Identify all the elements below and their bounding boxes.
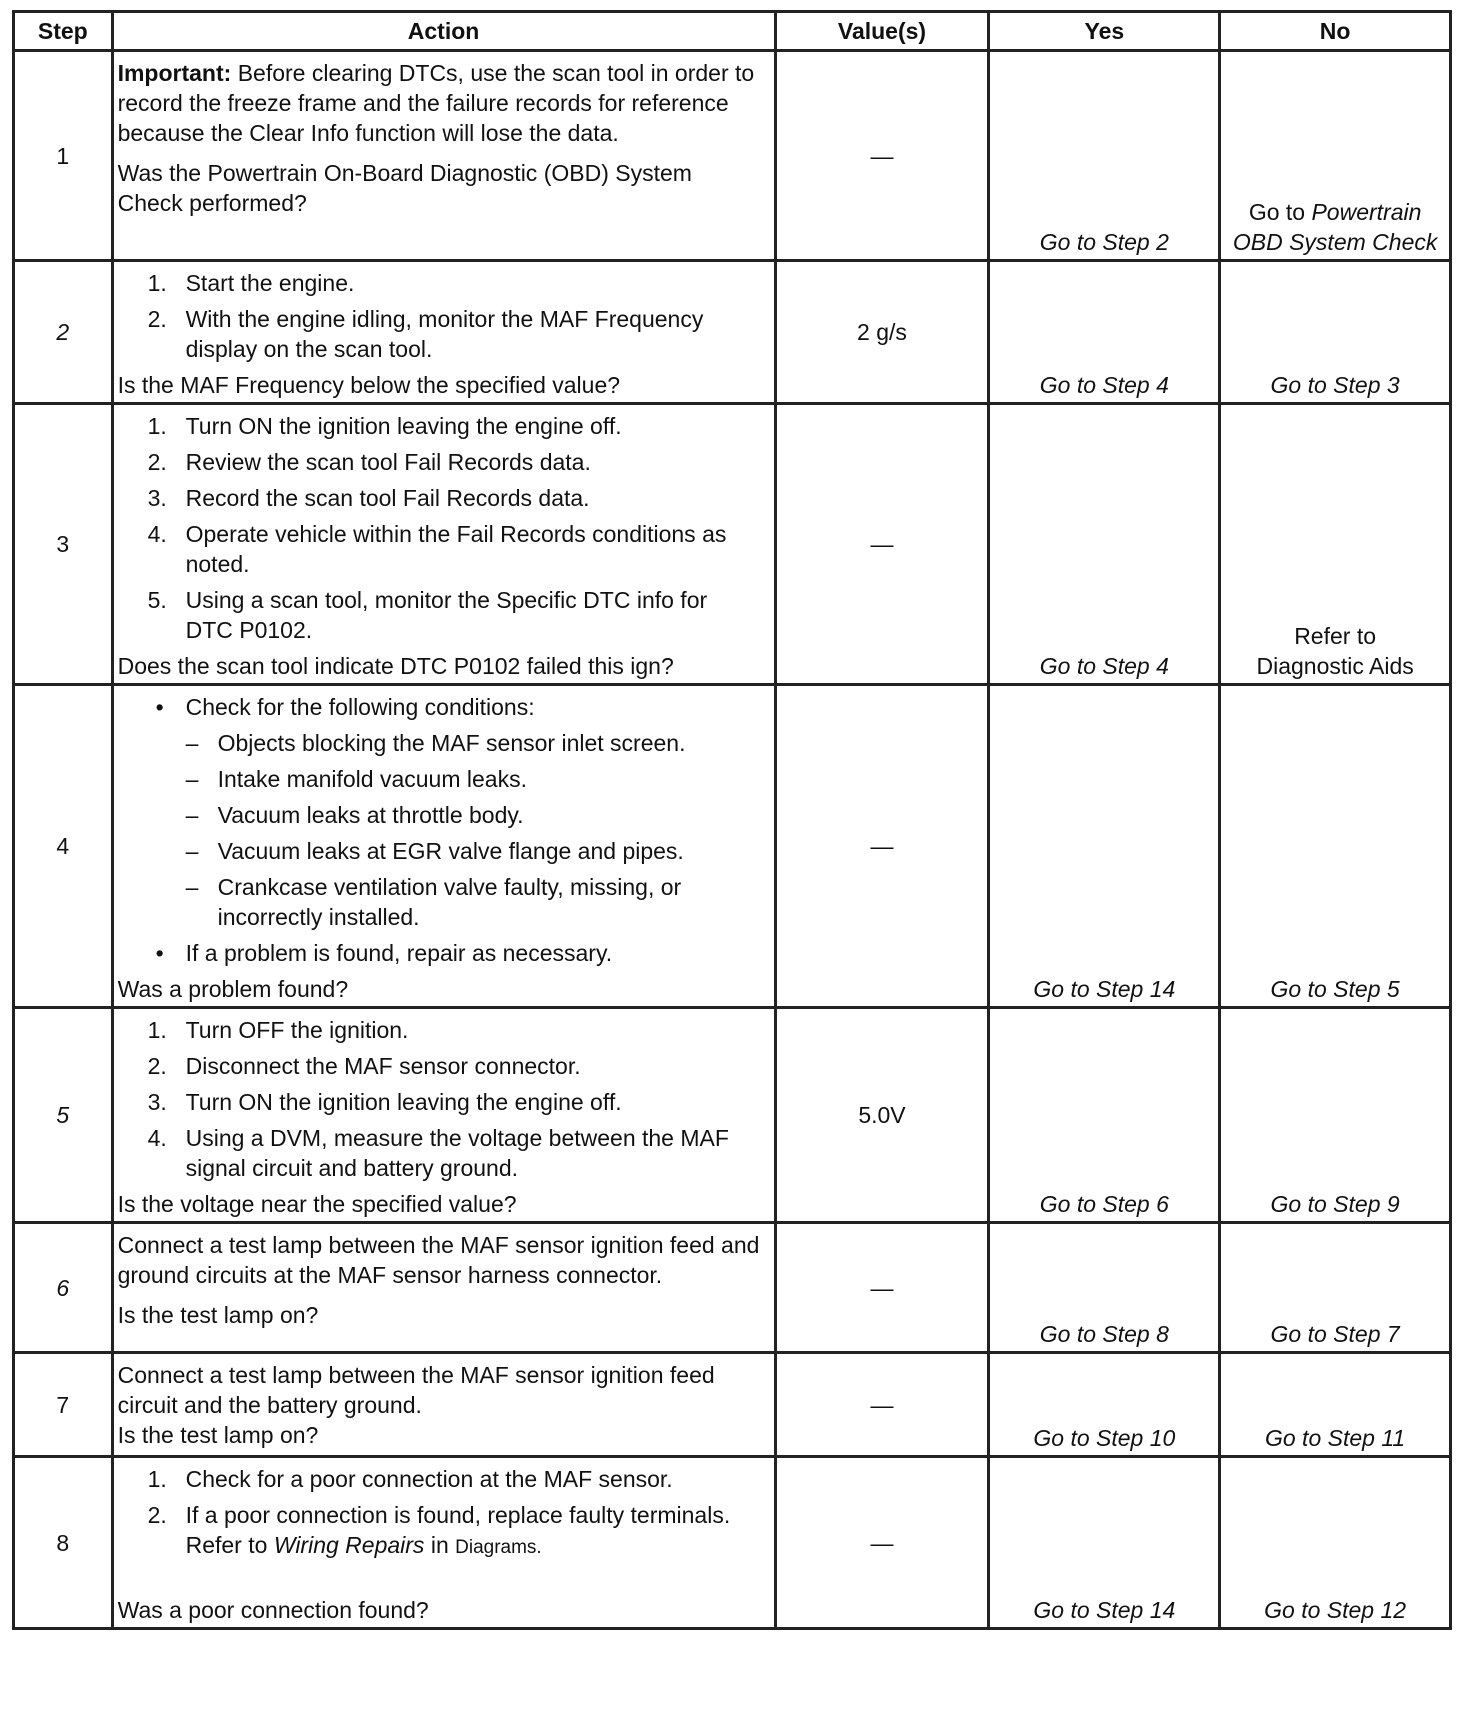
no-cell[interactable]: Go to Step 3 — [1220, 261, 1451, 404]
bullet-item: • If a problem is found, repair as necessary. — [155, 940, 613, 966]
step-number: 4 — [14, 685, 113, 1008]
list-item: 1. Turn OFF the ignition. — [147, 1017, 409, 1043]
wiring-repairs-link[interactable]: Wiring Repairs — [273, 1532, 425, 1558]
action-cell — [112, 1353, 775, 1457]
action-text: Connect a test lamp between the MAF sensor ignition feed and ground circuits at the MAF sensor harness connector. — [117, 1232, 760, 1288]
list-item: 1. Start the engine. — [147, 270, 355, 296]
yes-cell[interactable]: Go to Step 2 — [989, 51, 1220, 261]
action-text: Connect a test lamp between the MAF sensor ignition feed circuit and the battery ground. — [117, 1362, 715, 1418]
value-cell: — — [775, 51, 989, 261]
table-row — [14, 261, 1451, 404]
value-cell: 2 g/s — [775, 261, 989, 404]
table-row — [14, 1223, 1451, 1353]
no-prefix: Go to — [1248, 199, 1306, 225]
diagnostic-table — [12, 10, 1452, 1630]
no-cell[interactable]: Go to Step 7 — [1220, 1223, 1451, 1353]
list-item: 1. Turn ON the ignition leaving the engine off. — [147, 413, 622, 439]
no-line-2: Diagnostic Aids — [1256, 653, 1414, 679]
value-cell: — — [775, 1457, 989, 1629]
header-action: Action — [112, 12, 775, 51]
step-number: 1 — [14, 51, 113, 261]
action-cell — [112, 1457, 775, 1629]
table-row — [14, 51, 1451, 261]
action-question: Was the Powertrain On-Board Diagnostic (OBD) System Check performed? — [117, 160, 692, 216]
step-number: 8 — [14, 1457, 113, 1629]
step-number: 5 — [14, 1008, 113, 1223]
table-header-row — [14, 12, 1451, 51]
yes-cell[interactable]: Go to Step 10 — [989, 1353, 1220, 1457]
dash-item: – Vacuum leaks at EGR valve flange and pipes. — [185, 838, 684, 864]
action-question: Does the scan tool indicate DTC P0102 failed this ign? — [117, 653, 674, 679]
action-question: Is the MAF Frequency below the specified value? — [117, 372, 621, 398]
no-link[interactable]: Powertrain OBD System Check — [1232, 199, 1438, 255]
dash-item: – Vacuum leaks at throttle body. — [185, 802, 524, 828]
table-row — [14, 1353, 1451, 1457]
action-question: Was a poor connection found? — [117, 1597, 429, 1623]
important-text: Before clearing DTCs, use the scan tool in order to record the freeze frame and the failure records for reference because the Clear Info function will lose the data. — [117, 60, 755, 146]
action-cell — [112, 685, 775, 1008]
yes-cell[interactable]: Go to Step 14 — [989, 685, 1220, 1008]
yes-cell[interactable]: Go to Step 4 — [989, 404, 1220, 685]
list-item: 4. Using a DVM, measure the voltage between the MAF signal circuit and battery ground. — [147, 1125, 729, 1181]
dash-item: – Objects blocking the MAF sensor inlet screen. — [185, 730, 686, 756]
no-cell[interactable]: Go to Step 9 — [1220, 1008, 1451, 1223]
list-item: 2. Disconnect the MAF sensor connector. — [147, 1053, 581, 1079]
step-number: 7 — [14, 1353, 113, 1457]
action-question: Was a problem found? — [117, 976, 349, 1002]
no-line-1: Refer to — [1294, 623, 1377, 649]
table-row — [14, 1008, 1451, 1223]
action-cell — [112, 1008, 775, 1223]
value-cell: — — [775, 685, 989, 1008]
bullet-item: • Check for the following conditions: — [155, 694, 535, 720]
header-no: No — [1220, 12, 1451, 51]
yes-cell[interactable]: Go to Step 6 — [989, 1008, 1220, 1223]
header-step: Step — [14, 12, 113, 51]
table-row — [14, 404, 1451, 685]
action-cell — [112, 261, 775, 404]
value-cell: 5.0V — [775, 1008, 989, 1223]
list-item: 3. Turn ON the ignition leaving the engine off. — [147, 1089, 622, 1115]
value-cell: — — [775, 1353, 989, 1457]
list-item: 1. Check for a poor connection at the MAF sensor. — [147, 1466, 673, 1492]
diagrams-link[interactable]: Diagrams. — [455, 1537, 542, 1558]
action-question: Is the voltage near the specified value? — [117, 1191, 517, 1217]
diagnostic-table-page — [12, 10, 1452, 1630]
step-number: 2 — [14, 261, 113, 404]
list-item: 5. Using a scan tool, monitor the Specific DTC info for DTC P0102. — [147, 587, 708, 643]
no-cell[interactable] — [1220, 51, 1451, 261]
list-item: 2. Review the scan tool Fail Records data. — [147, 449, 591, 475]
no-cell[interactable]: Go to Step 11 — [1220, 1353, 1451, 1457]
yes-cell[interactable]: Go to Step 4 — [989, 261, 1220, 404]
no-cell[interactable]: Go to Step 12 — [1220, 1457, 1451, 1629]
list-item: 2. If a poor connection is found, replace faulty terminals. Refer to Wiring Repairs in Diagrams. — [147, 1502, 731, 1558]
dash-item: – Intake manifold vacuum leaks. — [185, 766, 527, 792]
header-values: Value(s) — [775, 12, 989, 51]
important-label: Important: — [117, 60, 232, 86]
no-cell[interactable] — [1220, 404, 1451, 685]
step-number: 3 — [14, 404, 113, 685]
table-row — [14, 1457, 1451, 1629]
action-question: Is the test lamp on? — [117, 1422, 319, 1448]
no-cell[interactable]: Go to Step 5 — [1220, 685, 1451, 1008]
list-item: 4. Operate vehicle within the Fail Records conditions as noted. — [147, 521, 727, 577]
value-cell: — — [775, 404, 989, 685]
step-number: 6 — [14, 1223, 113, 1353]
list-item: 3. Record the scan tool Fail Records data. — [147, 485, 590, 511]
yes-cell[interactable]: Go to Step 14 — [989, 1457, 1220, 1629]
table-row — [14, 685, 1451, 1008]
dash-item: – Crankcase ventilation valve faulty, missing, or incorrectly installed. — [185, 874, 682, 930]
important-note — [118, 58, 760, 148]
action-cell — [112, 51, 775, 261]
yes-cell[interactable]: Go to Step 8 — [989, 1223, 1220, 1353]
action-cell — [112, 1223, 775, 1353]
action-question: Is the test lamp on? — [117, 1302, 319, 1328]
list-item: 2. With the engine idling, monitor the MAF Frequency display on the scan tool. — [147, 306, 704, 362]
action-cell — [112, 404, 775, 685]
value-cell: — — [775, 1223, 989, 1353]
header-yes: Yes — [989, 12, 1220, 51]
